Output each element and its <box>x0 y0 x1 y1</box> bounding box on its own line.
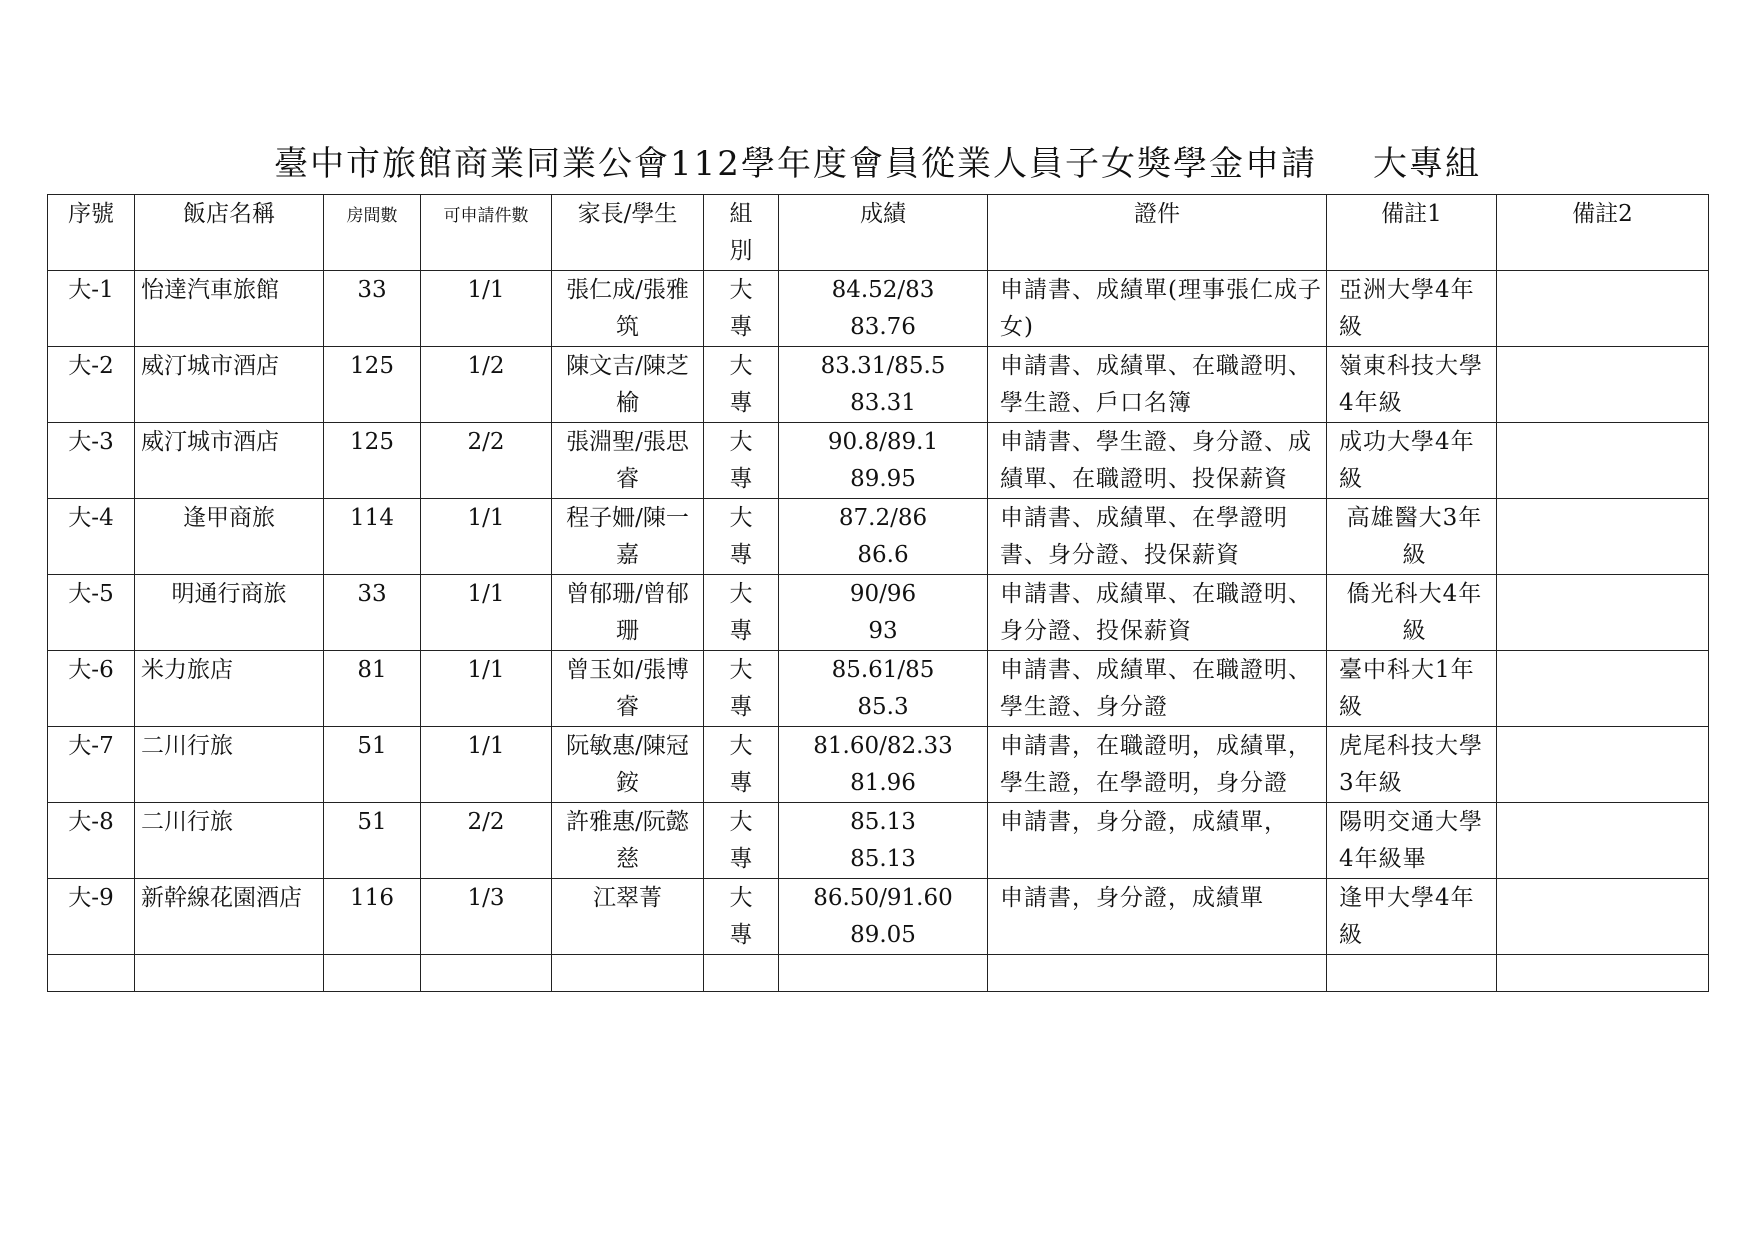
table-row <box>48 271 1709 347</box>
cell-seq: 大-7 <box>48 727 135 803</box>
header-score: 成績 <box>779 195 988 271</box>
cell-note1: 嶺東科技大學4年級 <box>1327 347 1497 423</box>
cell-score-line1: 90.8/89.1 <box>827 429 939 455</box>
cell-quota: 2/2 <box>421 423 552 499</box>
cell-score <box>779 879 988 955</box>
cell-score <box>779 803 988 879</box>
empty-cell <box>1327 955 1497 992</box>
cell-group <box>704 879 779 955</box>
empty-cell <box>704 955 779 992</box>
cell-group-line2: 專 <box>729 314 753 340</box>
cell-seq: 大-6 <box>48 651 135 727</box>
cell-group <box>704 347 779 423</box>
cell-rooms: 51 <box>324 803 421 879</box>
cell-documents: 申請書，在職證明，成績單，學生證，在學證明，身分證 <box>988 727 1327 803</box>
cell-note2 <box>1497 347 1709 423</box>
cell-hotel: 二川行旅 <box>135 803 324 879</box>
table-row <box>48 879 1709 955</box>
cell-note2 <box>1497 651 1709 727</box>
cell-score-line2: 93 <box>868 618 898 644</box>
cell-score <box>779 423 988 499</box>
header-documents: 證件 <box>988 195 1327 271</box>
cell-rooms: 81 <box>324 651 421 727</box>
cell-note1: 僑光科大4年級 <box>1327 575 1497 651</box>
cell-seq: 大-3 <box>48 423 135 499</box>
cell-group-line1: 大 <box>729 809 753 835</box>
header-group <box>704 195 779 271</box>
header-group-line1: 組 <box>729 201 753 227</box>
header-rooms: 房間數 <box>324 195 421 271</box>
table-row-empty <box>48 955 1709 992</box>
cell-hotel: 二川行旅 <box>135 727 324 803</box>
cell-score-line2: 81.96 <box>850 770 916 796</box>
cell-group-line1: 大 <box>729 885 753 911</box>
cell-rooms: 114 <box>324 499 421 575</box>
table-row <box>48 651 1709 727</box>
empty-cell <box>552 955 704 992</box>
cell-note2 <box>1497 499 1709 575</box>
cell-quota: 1/1 <box>421 271 552 347</box>
cell-group-line2: 專 <box>729 618 753 644</box>
cell-quota: 1/1 <box>421 727 552 803</box>
cell-note1: 虎尾科技大學3年級 <box>1327 727 1497 803</box>
cell-group <box>704 651 779 727</box>
cell-documents: 申請書，身分證，成績單， <box>988 803 1327 879</box>
cell-score-line2: 89.95 <box>850 466 916 492</box>
cell-group <box>704 271 779 347</box>
empty-cell <box>48 955 135 992</box>
cell-parent-student: 曾玉如/張博睿 <box>552 651 704 727</box>
cell-hotel: 逢甲商旅 <box>135 499 324 575</box>
cell-group-line2: 專 <box>729 542 753 568</box>
cell-quota: 1/2 <box>421 347 552 423</box>
cell-group-line2: 專 <box>729 922 753 948</box>
page-title <box>0 136 1755 185</box>
cell-parent-student: 程子姍/陳一嘉 <box>552 499 704 575</box>
cell-rooms: 51 <box>324 727 421 803</box>
cell-score <box>779 651 988 727</box>
cell-score-line1: 83.31/85.5 <box>820 353 946 379</box>
cell-seq: 大-4 <box>48 499 135 575</box>
empty-cell <box>421 955 552 992</box>
cell-quota: 1/3 <box>421 879 552 955</box>
title-main: 臺中市旅館商業同業公會112學年度會員從業人員子女獎學金申請 <box>274 144 1317 184</box>
cell-group <box>704 499 779 575</box>
cell-score-line1: 85.13 <box>850 809 916 835</box>
cell-score <box>779 271 988 347</box>
cell-note2 <box>1497 727 1709 803</box>
cell-seq: 大-1 <box>48 271 135 347</box>
table-header-row <box>48 195 1709 271</box>
cell-group-line2: 專 <box>729 390 753 416</box>
empty-cell <box>779 955 988 992</box>
cell-group-line1: 大 <box>729 353 753 379</box>
cell-group <box>704 423 779 499</box>
cell-group-line1: 大 <box>729 657 753 683</box>
header-note1: 備註1 <box>1327 195 1497 271</box>
cell-note1: 逢甲大學4年級 <box>1327 879 1497 955</box>
cell-note1: 臺中科大1年級 <box>1327 651 1497 727</box>
cell-group-line1: 大 <box>729 429 753 455</box>
empty-cell <box>135 955 324 992</box>
cell-score <box>779 499 988 575</box>
cell-documents: 申請書，身分證，成績單 <box>988 879 1327 955</box>
cell-group-line2: 專 <box>729 466 753 492</box>
cell-documents: 申請書、成績單、在職證明、學生證、戶口名簿 <box>988 347 1327 423</box>
empty-cell <box>988 955 1327 992</box>
cell-score-line2: 83.31 <box>850 390 916 416</box>
cell-hotel: 威汀城市酒店 <box>135 423 324 499</box>
cell-group-line1: 大 <box>729 277 753 303</box>
cell-rooms: 125 <box>324 423 421 499</box>
cell-note2 <box>1497 803 1709 879</box>
cell-group-line2: 專 <box>729 846 753 872</box>
table-row <box>48 575 1709 651</box>
cell-score-line2: 85.13 <box>850 846 916 872</box>
cell-score <box>779 575 988 651</box>
cell-score-line1: 86.50/91.60 <box>813 885 953 911</box>
cell-documents: 申請書、成績單、在職證明、學生證、身分證 <box>988 651 1327 727</box>
header-quota: 可申請件數 <box>421 195 552 271</box>
header-parent-student: 家長/學生 <box>552 195 704 271</box>
title-group: 大專組 <box>1372 144 1481 184</box>
cell-quota: 1/1 <box>421 651 552 727</box>
cell-seq: 大-8 <box>48 803 135 879</box>
cell-documents: 申請書、成績單、在職證明、身分證、投保薪資 <box>988 575 1327 651</box>
cell-note1: 亞洲大學4年級 <box>1327 271 1497 347</box>
cell-hotel: 怡達汽車旅館 <box>135 271 324 347</box>
cell-score-line2: 83.76 <box>850 314 916 340</box>
cell-score-line2: 85.3 <box>857 694 909 720</box>
cell-hotel: 明通行商旅 <box>135 575 324 651</box>
cell-group-line2: 專 <box>729 770 753 796</box>
scholarship-table <box>47 194 1709 992</box>
cell-parent-student: 陳文吉/陳芝榆 <box>552 347 704 423</box>
cell-parent-student: 張淵聖/張思睿 <box>552 423 704 499</box>
header-seq: 序號 <box>48 195 135 271</box>
cell-hotel: 米力旅店 <box>135 651 324 727</box>
cell-rooms: 33 <box>324 271 421 347</box>
cell-rooms: 116 <box>324 879 421 955</box>
cell-rooms: 33 <box>324 575 421 651</box>
table-row <box>48 727 1709 803</box>
header-group-line2: 別 <box>729 238 753 264</box>
cell-rooms: 125 <box>324 347 421 423</box>
cell-group-line1: 大 <box>729 581 753 607</box>
cell-score-line2: 89.05 <box>850 922 916 948</box>
cell-parent-student: 江翠菁 <box>552 879 704 955</box>
cell-parent-student: 阮敏惠/陳冠銨 <box>552 727 704 803</box>
cell-parent-student: 曾郁珊/曾郁珊 <box>552 575 704 651</box>
table-row <box>48 499 1709 575</box>
cell-note2 <box>1497 879 1709 955</box>
cell-score-line1: 81.60/82.33 <box>813 733 953 759</box>
empty-cell <box>324 955 421 992</box>
cell-note2 <box>1497 575 1709 651</box>
cell-score-line2: 86.6 <box>857 542 909 568</box>
cell-note2 <box>1497 423 1709 499</box>
cell-score <box>779 727 988 803</box>
cell-parent-student: 許雅惠/阮懿慈 <box>552 803 704 879</box>
table-row <box>48 803 1709 879</box>
cell-note1: 成功大學4年級 <box>1327 423 1497 499</box>
cell-documents: 申請書、成績單、在學證明書、身分證、投保薪資 <box>988 499 1327 575</box>
cell-score <box>779 347 988 423</box>
cell-group <box>704 803 779 879</box>
cell-group <box>704 727 779 803</box>
cell-documents: 申請書、成績單(理事張仁成子女) <box>988 271 1327 347</box>
header-hotel: 飯店名稱 <box>135 195 324 271</box>
cell-quota: 1/1 <box>421 499 552 575</box>
cell-quota: 1/1 <box>421 575 552 651</box>
cell-score-line1: 84.52/83 <box>831 277 935 303</box>
cell-hotel: 新幹線花園酒店 <box>135 879 324 955</box>
cell-group-line1: 大 <box>729 733 753 759</box>
cell-score-line1: 87.2/86 <box>838 505 928 531</box>
cell-parent-student: 張仁成/張雅筑 <box>552 271 704 347</box>
empty-cell <box>1497 955 1709 992</box>
header-note2: 備註2 <box>1497 195 1709 271</box>
cell-score-line1: 85.61/85 <box>831 657 935 683</box>
cell-note2 <box>1497 271 1709 347</box>
cell-documents: 申請書、學生證、身分證、成績單、在職證明、投保薪資 <box>988 423 1327 499</box>
cell-note1: 高雄醫大3年級 <box>1327 499 1497 575</box>
cell-group-line1: 大 <box>729 505 753 531</box>
cell-seq: 大-5 <box>48 575 135 651</box>
cell-note1: 陽明交通大學4年級畢 <box>1327 803 1497 879</box>
cell-group <box>704 575 779 651</box>
cell-hotel: 威汀城市酒店 <box>135 347 324 423</box>
cell-quota: 2/2 <box>421 803 552 879</box>
table-row <box>48 347 1709 423</box>
table-row <box>48 423 1709 499</box>
cell-group-line2: 專 <box>729 694 753 720</box>
cell-seq: 大-9 <box>48 879 135 955</box>
cell-score-line1: 90/96 <box>849 581 917 607</box>
cell-seq: 大-2 <box>48 347 135 423</box>
